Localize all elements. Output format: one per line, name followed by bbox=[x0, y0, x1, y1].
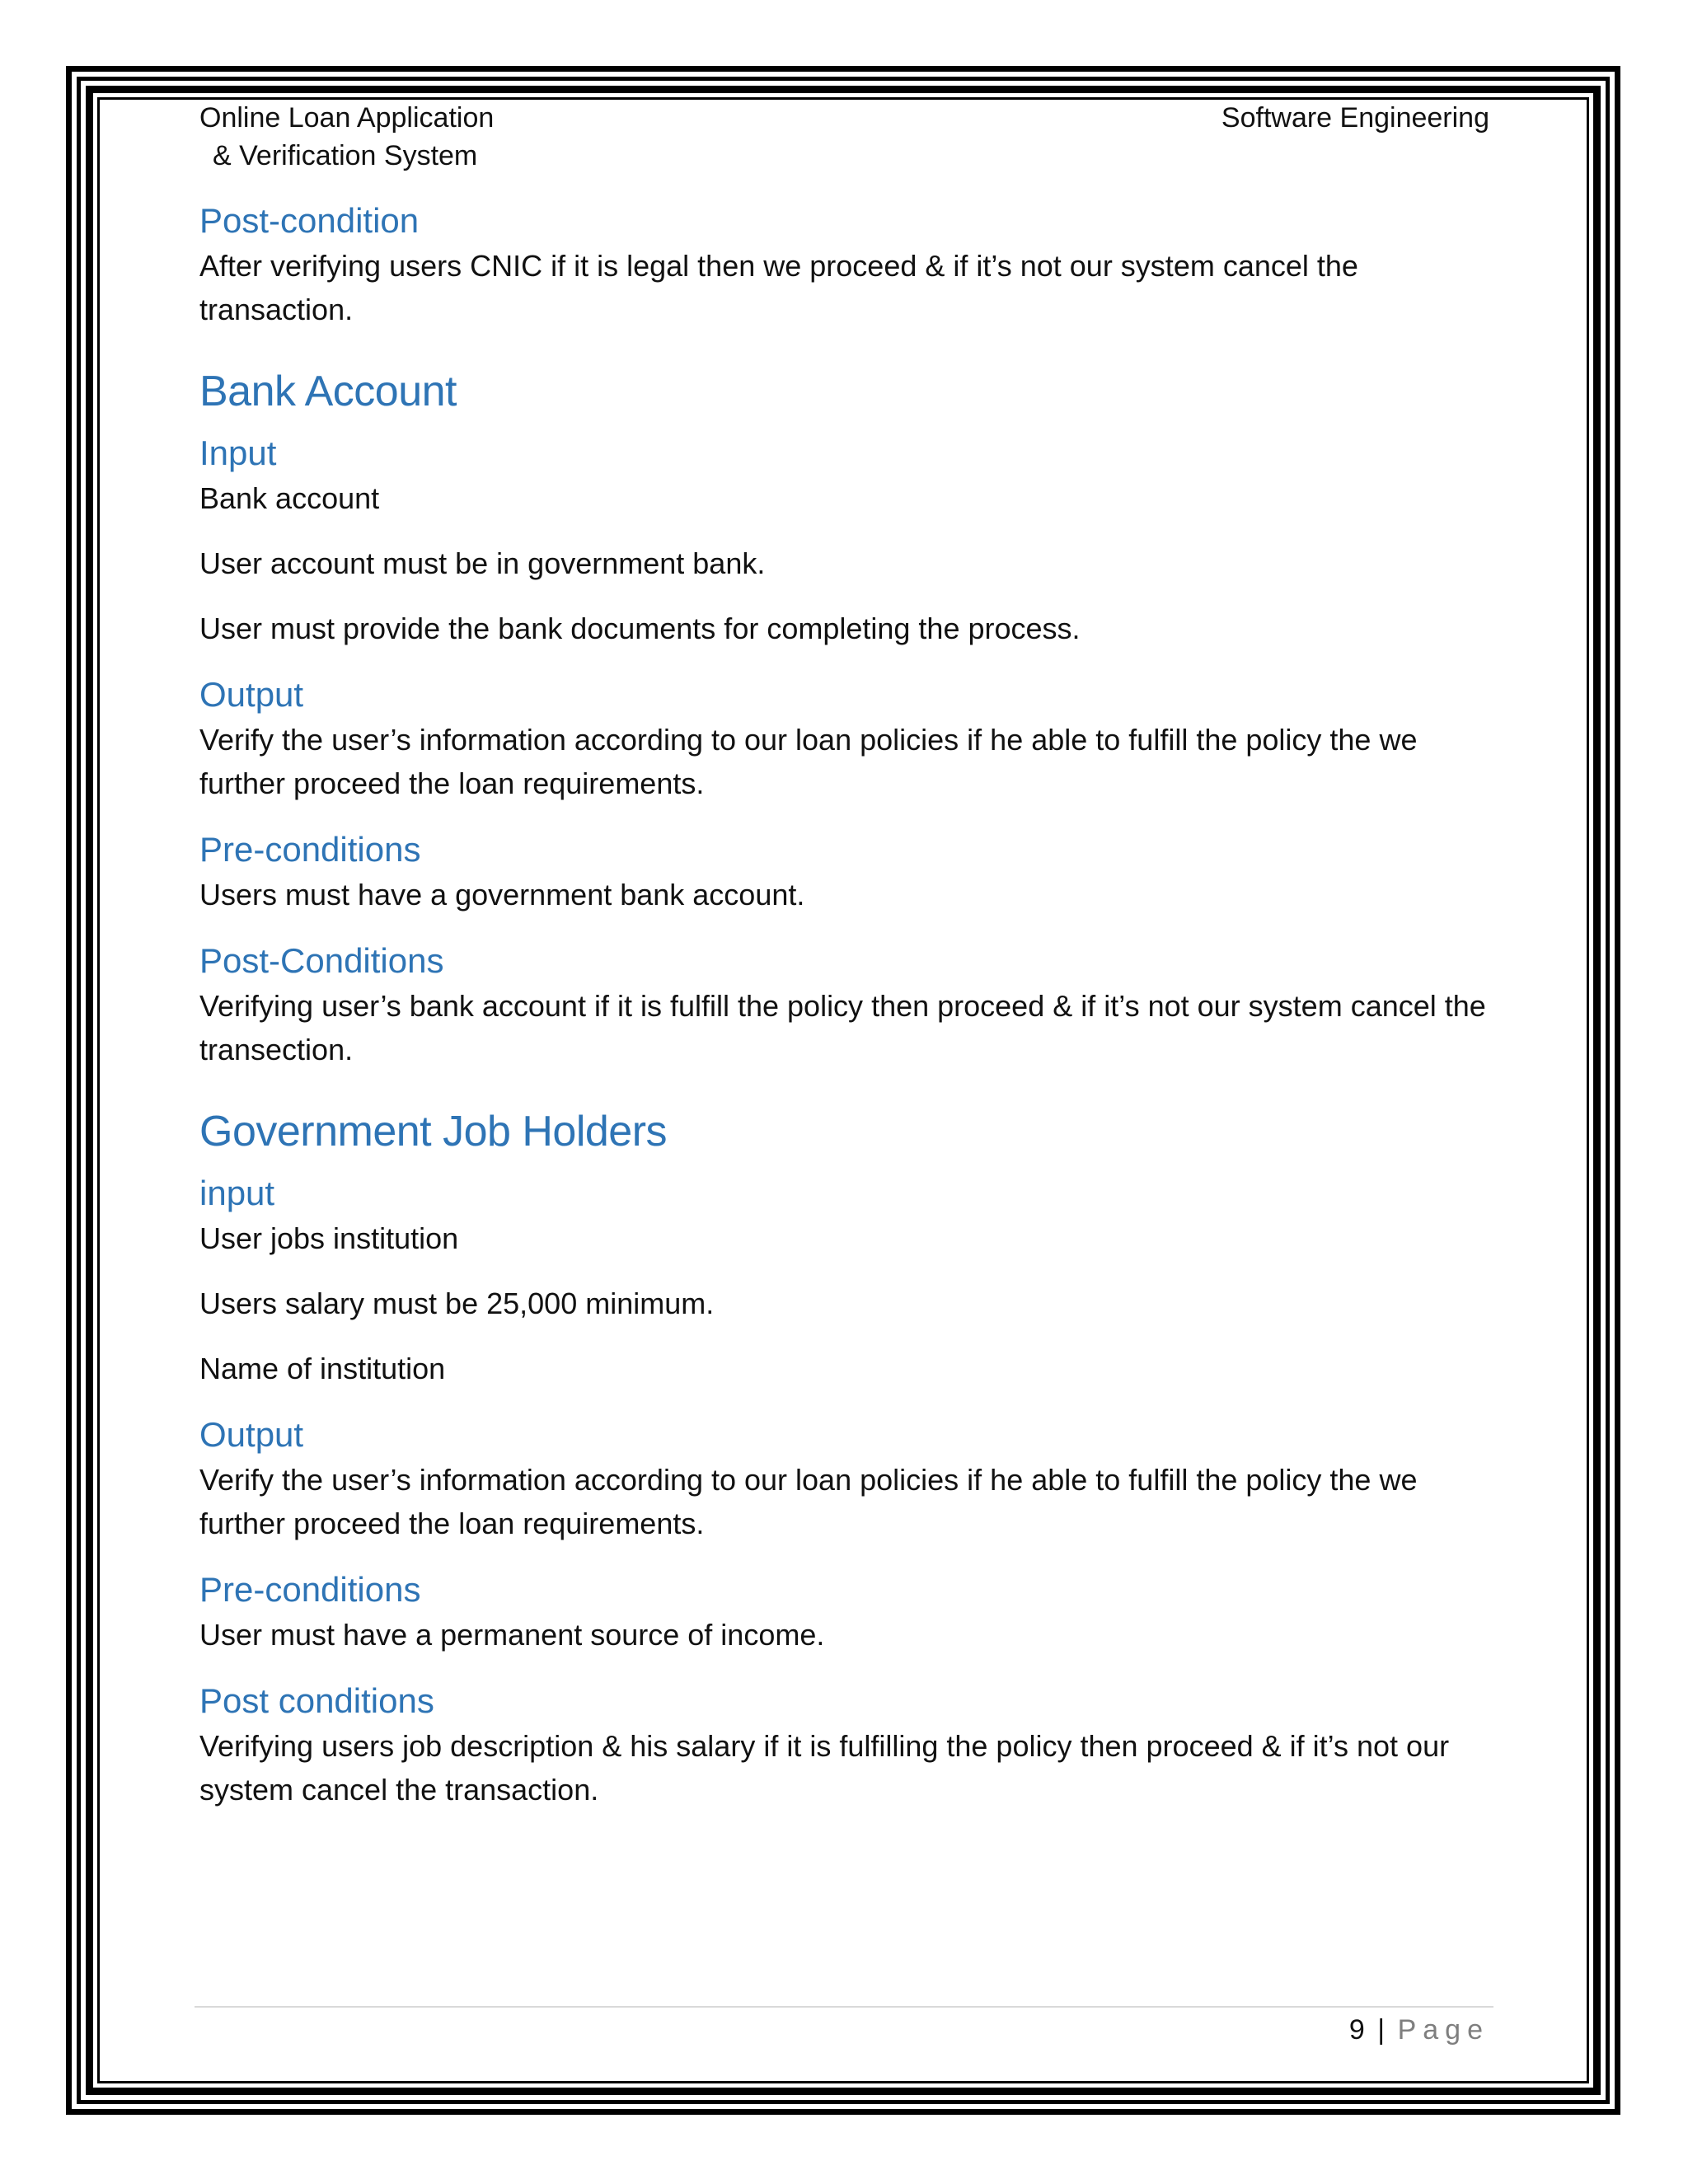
gov-output-heading: Output bbox=[199, 1415, 304, 1454]
header-title-line2: & Verification System bbox=[213, 140, 478, 171]
bank-post-conditions-text: Verifying user’s bank account if it is fulfill the policy then proceed & if it’s not our system cancel the transection. bbox=[199, 989, 1486, 1066]
gov-post-conditions-text: Verifying users job description & his salary if it is fulfilling the policy then proceed & if it’s not our system cancel the transaction. bbox=[199, 1729, 1450, 1807]
bank-output-text: Verify the user’s information according to our loan policies if he able to fulfill the policy the we further proceed the loan requirements. bbox=[199, 723, 1418, 800]
gov-input-heading: input bbox=[199, 1174, 275, 1212]
bank-input-line: Bank account bbox=[199, 481, 380, 515]
bank-account-title: Bank Account bbox=[199, 368, 457, 415]
cnic-post-condition-text: After verifying users CNIC if it is legal then we proceed & if it’s not our system cancel the transaction. bbox=[199, 249, 1358, 326]
gov-input-line: Name of institution bbox=[199, 1352, 446, 1385]
page-separator: | bbox=[1377, 2014, 1386, 2046]
bank-input-line: User must provide the bank documents for completing the process. bbox=[199, 612, 1081, 645]
bank-pre-conditions-heading: Pre-conditions bbox=[199, 830, 421, 869]
header-document-title bbox=[199, 99, 494, 175]
page-label: Page bbox=[1397, 2014, 1489, 2046]
bank-input-heading: Input bbox=[199, 434, 277, 472]
gov-input-line: Users salary must be 25,000 minimum. bbox=[199, 1286, 715, 1320]
cnic-post-condition-heading: Post-condition bbox=[199, 201, 420, 240]
bank-pre-conditions-text: Users must have a government bank account. bbox=[199, 878, 805, 912]
page-content bbox=[199, 198, 1493, 1833]
footer-divider bbox=[195, 2006, 1493, 2008]
gov-output-text: Verify the user’s information according to our loan policies if he able to fulfill the policy the we further proceed the loan requirements. bbox=[199, 1463, 1418, 1540]
header-course-name: Software Engineering bbox=[1221, 102, 1489, 134]
header-title-line1: Online Loan Application bbox=[199, 102, 495, 134]
bank-output-heading: Output bbox=[199, 675, 304, 714]
bank-post-conditions-heading: Post-Conditions bbox=[199, 941, 444, 980]
government-job-holders-title: Government Job Holders bbox=[199, 1108, 668, 1155]
page-number: 9 bbox=[1348, 2014, 1365, 2046]
bank-input-line: User account must be in government bank. bbox=[199, 546, 766, 580]
page-footer bbox=[1349, 2011, 1489, 2049]
gov-input-line: User jobs institution bbox=[199, 1221, 459, 1255]
gov-pre-conditions-heading: Pre-conditions bbox=[199, 1570, 421, 1609]
gov-pre-conditions-text: User must have a permanent source of income. bbox=[199, 1618, 825, 1652]
gov-post-conditions-heading: Post conditions bbox=[199, 1681, 434, 1720]
